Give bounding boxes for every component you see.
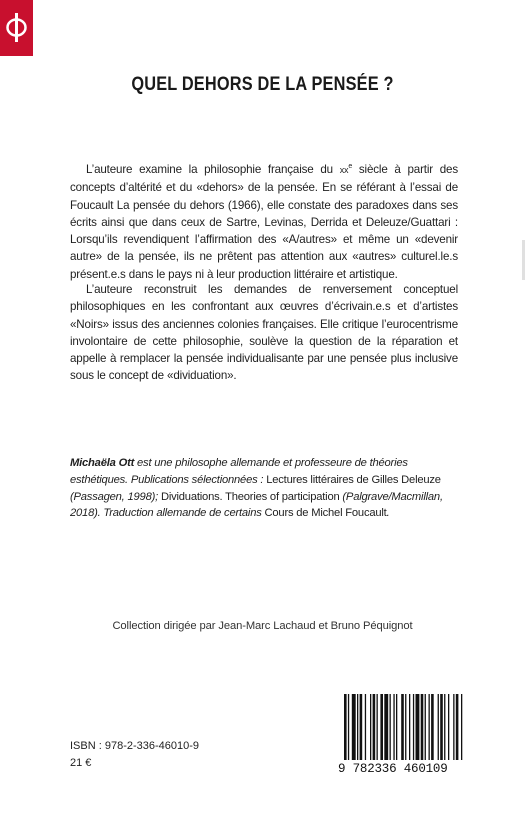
- author-bio: [70, 455, 460, 522]
- barcode-bar: [425, 694, 426, 760]
- barcode-bar: [396, 694, 397, 760]
- barcode-bar: [444, 694, 445, 760]
- century-superscript: e: [348, 163, 353, 171]
- barcode-bar: [440, 694, 443, 760]
- barcode-bar: [352, 694, 356, 760]
- author-description: est une philosophe allemande et professeure de théories esthétiques. Publications sélectionnées :: [70, 457, 408, 486]
- century-label: xx: [339, 165, 349, 175]
- barcode-bar: [348, 694, 349, 760]
- barcode-bar: [409, 694, 410, 760]
- barcode-bar: [438, 694, 439, 760]
- barcode-bar: [421, 694, 424, 760]
- barcode-bar: [448, 694, 449, 760]
- book-title: QUEL DEHORS DE LA PENSÉE ?: [131, 74, 394, 95]
- barcode-bar: [365, 694, 366, 760]
- barcode-bar: [461, 694, 462, 760]
- barcode-number: 9 782336 460109: [338, 762, 466, 776]
- summary-paragraph-1: [70, 161, 458, 283]
- barcode-bar: [370, 694, 371, 760]
- barcode-bar: [373, 694, 376, 760]
- paragraph-2-text: L’auteure reconstruit les demandes de renversement conceptuel philosophiques en les confrontant aux œuvres d’écrivain.e.s et d’artistes «Noirs» issus des anciennes colonies françaises. Elle critique l’eurocentrisme involontaire de cette philosophie, soulève la question de la réparation et appelle à remplacer la pensée individualisante par une pensée plus inclusive sous le concept de «dividuation».: [70, 283, 458, 383]
- barcode-bar: [453, 694, 454, 760]
- barcode-bar: [377, 694, 378, 760]
- price: 21 €: [70, 757, 92, 769]
- barcode-bar: [357, 694, 358, 760]
- book-2-meta: (Palgrave/Macmillan, 2018). Traduction allemande de certains: [70, 490, 443, 520]
- bio-end: .: [386, 507, 390, 520]
- barcode-bar: [393, 694, 394, 760]
- book-3-title: Cours de Michel Foucault: [264, 507, 387, 520]
- paragraph-1-start: L’auteure examine la philosophie française du: [86, 163, 340, 176]
- isbn: ISBN : 978-2-336-46010-9: [70, 740, 200, 752]
- barcode-bar: [390, 694, 391, 760]
- summary-paragraph-2: [70, 281, 458, 385]
- barcode-bar: [405, 694, 406, 760]
- publisher-logo: [0, 0, 33, 56]
- barcode-bar: [401, 694, 404, 760]
- book-1-title: Lectures littéraires de Gilles Deleuze: [266, 473, 441, 486]
- book-1-meta: (Passagen, 1998);: [70, 490, 159, 503]
- barcode-bar: [416, 694, 420, 760]
- barcode-bar: [413, 694, 414, 760]
- collection-credit: Collection dirigée par Jean-Marc Lachaud et Bruno Péquignot: [112, 620, 413, 632]
- phi-icon: [0, 0, 33, 56]
- barcode-bar: [429, 694, 430, 760]
- book-2-title: Dividuations. Theories of participation: [158, 490, 340, 503]
- barcode-bar: [456, 694, 459, 760]
- author-name: Michaëla Ott: [70, 457, 135, 469]
- barcode-bar: [384, 694, 388, 760]
- barcode-bar: [380, 694, 383, 760]
- barcode-bar: [431, 694, 434, 760]
- barcode-bar: [344, 694, 347, 760]
- paragraph-1-rest: siècle à partir des concepts d’altérité et du «dehors» de la pensée. En se référant à l’essai de Foucault La pensée du dehors (1966), elle constate des paradoxes dans ses écrits ainsi que dans ceux de Sartre, Levinas, Derrida et Deleuze/Guattari : Lorsqu’ils revendiquent l’affirmation des «A/autres» et même un «devenir autre» de la pensée, ils ne prêtent pas attention aux «autres» culturel.le.s présent.e.s dans le pays ni à leur production littéraire et artistique.: [70, 163, 458, 281]
- barcode-bar: [360, 694, 363, 760]
